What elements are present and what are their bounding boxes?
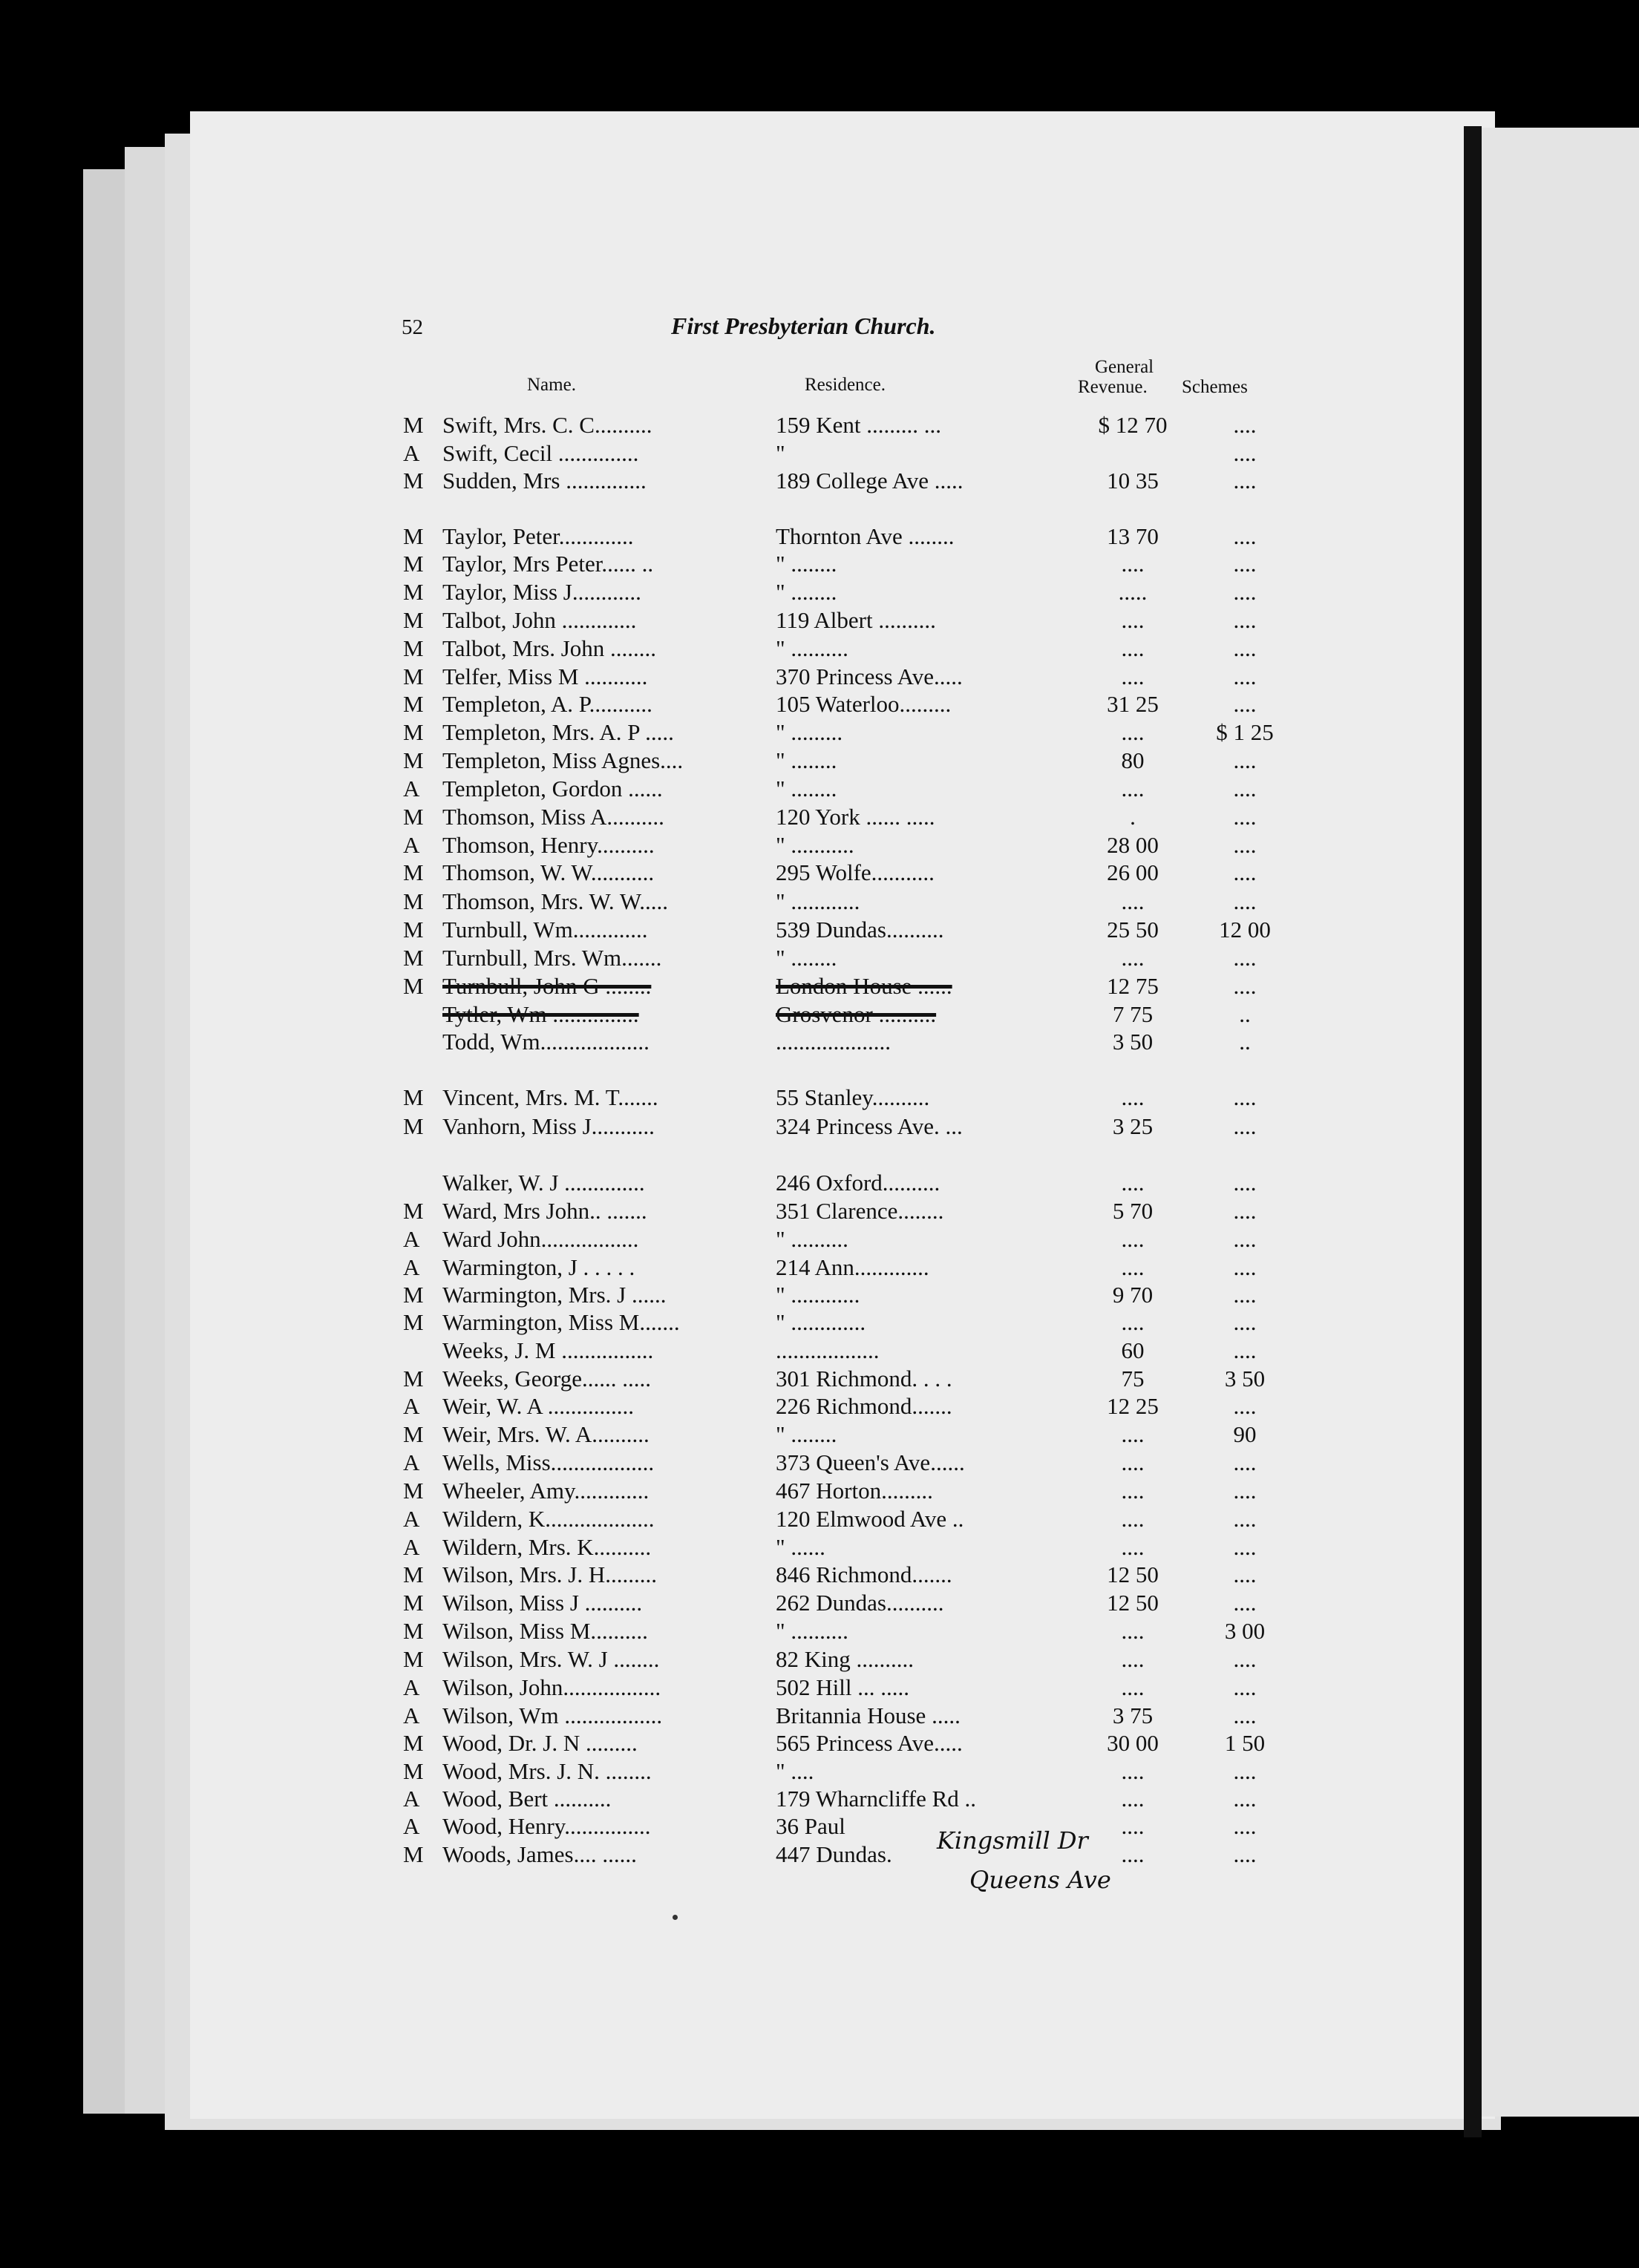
schemes-amount: .... xyxy=(1233,1393,1257,1419)
table-row xyxy=(0,1590,1639,1618)
residence: " ........ xyxy=(776,945,837,971)
table-row xyxy=(0,1534,1639,1562)
page-title: First Presbyterian Church. xyxy=(671,312,936,339)
membership-type: M xyxy=(403,663,424,689)
residence: Britannia House ..... xyxy=(776,1702,961,1728)
schemes-amount: .... xyxy=(1233,832,1257,858)
general-revenue: .... xyxy=(1121,1646,1145,1672)
residence: " .... xyxy=(776,1758,814,1784)
table-row xyxy=(0,1366,1639,1394)
general-revenue: 9 70 xyxy=(1112,1282,1154,1308)
residence: 159 Kent ......... ... xyxy=(776,412,942,438)
schemes-amount: .... xyxy=(1233,1646,1257,1672)
schemes-amount: .... xyxy=(1233,973,1257,999)
membership-type: M xyxy=(403,719,424,745)
general-revenue: .... xyxy=(1121,1813,1145,1839)
table-row xyxy=(0,635,1639,663)
table-row xyxy=(0,1758,1639,1786)
table-row xyxy=(0,1282,1639,1310)
table-row xyxy=(0,747,1639,776)
membership-type: M xyxy=(403,1198,424,1224)
membership-type: M xyxy=(403,551,424,577)
table-row xyxy=(0,1029,1639,1057)
general-revenue: 26 00 xyxy=(1107,859,1159,885)
table-row xyxy=(0,691,1639,719)
schemes-amount: .... xyxy=(1233,523,1257,549)
general-revenue: .... xyxy=(1121,551,1145,577)
general-revenue: 12 25 xyxy=(1107,1393,1159,1419)
schemes-amount: .... xyxy=(1233,945,1257,971)
residence: " ......... xyxy=(776,719,843,745)
column-header-general-top: General xyxy=(1095,357,1154,377)
member-name: Talbot, John ............. xyxy=(442,607,637,633)
schemes-amount: .... xyxy=(1233,1758,1257,1784)
member-name: Wood, Henry............... xyxy=(442,1813,651,1839)
residence: 373 Queen's Ave...... xyxy=(776,1449,965,1475)
table-row xyxy=(0,1561,1639,1590)
residence: " ............ xyxy=(776,1282,860,1308)
schemes-amount: .... xyxy=(1233,1590,1257,1616)
residence: 120 York ...... ..... xyxy=(776,804,935,830)
member-name: Weir, W. A ............... xyxy=(442,1393,635,1419)
member-name: Wilson, Mrs. J. H......... xyxy=(442,1561,657,1587)
residence: " xyxy=(776,440,785,466)
general-revenue: .... xyxy=(1121,1674,1145,1700)
column-header-name: Name. xyxy=(527,375,576,395)
schemes-amount: .... xyxy=(1233,579,1257,605)
table-row xyxy=(0,1506,1639,1534)
table-row xyxy=(0,440,1639,468)
member-name: Thomson, Henry.......... xyxy=(442,832,655,858)
member-name: Sudden, Mrs .............. xyxy=(442,468,647,494)
residence: 351 Clarence........ xyxy=(776,1198,944,1224)
membership-type: M xyxy=(403,635,424,661)
membership-type: M xyxy=(403,888,424,914)
schemes-amount: .... xyxy=(1233,551,1257,577)
residence: " ........ xyxy=(776,551,837,577)
member-name: Vanhorn, Miss J........... xyxy=(442,1113,655,1139)
general-revenue: .... xyxy=(1121,1421,1145,1447)
general-revenue: 80 xyxy=(1121,747,1145,773)
table-row xyxy=(0,1254,1639,1282)
schemes-amount: .... xyxy=(1233,1478,1257,1504)
column-header-schemes: Schemes xyxy=(1182,377,1248,397)
table-row xyxy=(0,1226,1639,1254)
table-row xyxy=(0,1198,1639,1226)
membership-type: M xyxy=(403,523,424,549)
general-revenue: 13 70 xyxy=(1107,523,1159,549)
member-name: Taylor, Mrs Peter...... .. xyxy=(442,551,654,577)
table-row xyxy=(0,551,1639,579)
member-name: Weeks, George...... ..... xyxy=(442,1366,652,1392)
table-row xyxy=(0,1449,1639,1478)
residence: 467 Horton......... xyxy=(776,1478,933,1504)
membership-type: A xyxy=(403,440,420,466)
schemes-amount: .... xyxy=(1233,776,1257,802)
handwritten-note: Queens Ave xyxy=(969,1866,1111,1894)
general-revenue: 12 75 xyxy=(1107,973,1159,999)
membership-type: M xyxy=(403,607,424,633)
table-row xyxy=(0,1084,1639,1112)
membership-type: M xyxy=(403,1113,424,1139)
schemes-amount: .... xyxy=(1233,1198,1257,1224)
residence: 301 Richmond. . . . xyxy=(776,1366,952,1392)
residence: .................. xyxy=(776,1337,880,1363)
table-row xyxy=(0,1646,1639,1674)
member-name: Talbot, Mrs. John ........ xyxy=(442,635,657,661)
member-name: Taylor, Peter............. xyxy=(442,523,634,549)
schemes-amount: .... xyxy=(1233,1309,1257,1335)
residence: 539 Dundas.......... xyxy=(776,917,944,943)
table-row xyxy=(0,945,1639,973)
membership-type: M xyxy=(403,1421,424,1447)
general-revenue: .... xyxy=(1121,1226,1145,1252)
membership-type: M xyxy=(403,1841,424,1867)
membership-type: M xyxy=(403,945,424,971)
table-row xyxy=(0,917,1639,945)
residence: " ............ xyxy=(776,888,860,914)
general-revenue: .... xyxy=(1121,1170,1145,1196)
membership-type: M xyxy=(403,1618,424,1644)
member-name: Telfer, Miss M ........... xyxy=(442,663,648,689)
residence: 105 Waterloo......... xyxy=(776,691,952,717)
table-row xyxy=(0,832,1639,860)
member-name: Wildern, Mrs. K.......... xyxy=(442,1534,652,1560)
table-row xyxy=(0,1702,1639,1731)
table-row xyxy=(0,607,1639,635)
residence: Grosvenor .......... xyxy=(776,1001,937,1027)
general-revenue: .... xyxy=(1121,1534,1145,1560)
table-row xyxy=(0,412,1639,440)
membership-type: M xyxy=(403,1366,424,1392)
membership-type: M xyxy=(403,691,424,717)
general-revenue: 3 50 xyxy=(1112,1029,1154,1055)
member-name: Walker, W. J .............. xyxy=(442,1170,645,1196)
table-row xyxy=(0,1113,1639,1141)
membership-type: A xyxy=(403,832,420,858)
membership-type: A xyxy=(403,1449,420,1475)
schemes-amount: .... xyxy=(1233,1506,1257,1532)
member-name: Thomson, Mrs. W. W..... xyxy=(442,888,669,914)
member-name: Wilson, John................. xyxy=(442,1674,661,1700)
general-revenue: $ 12 70 xyxy=(1098,412,1168,438)
general-revenue: .... xyxy=(1121,663,1145,689)
schemes-amount: .... xyxy=(1233,804,1257,830)
membership-type: M xyxy=(403,1282,424,1308)
member-name: Turnbull, Wm............. xyxy=(442,917,648,943)
membership-type: M xyxy=(403,1309,424,1335)
member-name: Todd, Wm................... xyxy=(442,1029,650,1055)
residence: 179 Wharncliffe Rd .. xyxy=(776,1786,977,1812)
general-revenue: .... xyxy=(1121,776,1145,802)
residence: 226 Richmond....... xyxy=(776,1393,952,1419)
column-header-residence: Residence. xyxy=(805,375,886,395)
residence: 119 Albert .......... xyxy=(776,607,936,633)
member-name: Wood, Dr. J. N ......... xyxy=(442,1730,638,1756)
table-row xyxy=(0,804,1639,832)
general-revenue: .... xyxy=(1121,888,1145,914)
general-revenue: 7 75 xyxy=(1112,1001,1154,1027)
schemes-amount: .... xyxy=(1233,888,1257,914)
general-revenue: . xyxy=(1130,804,1136,830)
schemes-amount: 3 00 xyxy=(1224,1618,1266,1644)
table-row xyxy=(0,1841,1639,1869)
table-row xyxy=(0,888,1639,917)
table-row xyxy=(0,1337,1639,1366)
table-row xyxy=(0,1674,1639,1702)
general-revenue: 3 25 xyxy=(1112,1113,1154,1139)
member-name: Templeton, Gordon ...... xyxy=(442,776,663,802)
member-name: Wood, Mrs. J. N. ........ xyxy=(442,1758,652,1784)
membership-type: A xyxy=(403,1813,420,1839)
general-revenue: .... xyxy=(1121,1618,1145,1644)
residence: " ........ xyxy=(776,579,837,605)
general-revenue: 75 xyxy=(1121,1366,1145,1392)
membership-type: M xyxy=(403,1561,424,1587)
membership-type: A xyxy=(403,1226,420,1252)
member-name: Templeton, Mrs. A. P ..... xyxy=(442,719,674,745)
table-row xyxy=(0,1309,1639,1337)
membership-type: A xyxy=(403,1506,420,1532)
general-revenue: ..... xyxy=(1118,579,1148,605)
schemes-amount: 3 50 xyxy=(1224,1366,1266,1392)
membership-type: A xyxy=(403,1674,420,1700)
member-name: Templeton, A. P........... xyxy=(442,691,652,717)
table-row xyxy=(0,859,1639,888)
general-revenue: 25 50 xyxy=(1107,917,1159,943)
general-revenue: .... xyxy=(1121,945,1145,971)
residence: 370 Princess Ave..... xyxy=(776,663,963,689)
schemes-amount: .... xyxy=(1233,1813,1257,1839)
column-header-general-bottom: Revenue. xyxy=(1078,377,1148,397)
membership-type: M xyxy=(403,747,424,773)
ink-spot xyxy=(673,1915,678,1920)
residence: 324 Princess Ave. ... xyxy=(776,1113,963,1139)
member-name: Vincent, Mrs. M. T....... xyxy=(442,1084,658,1110)
membership-type: M xyxy=(403,917,424,943)
general-revenue: .... xyxy=(1121,1084,1145,1110)
page-number: 52 xyxy=(402,315,423,339)
member-name: Warmington, Miss M....... xyxy=(442,1309,680,1335)
residence: 55 Stanley.......... xyxy=(776,1084,930,1110)
schemes-amount: .... xyxy=(1233,1786,1257,1812)
membership-type: M xyxy=(403,412,424,438)
member-name: Wildern, K................... xyxy=(442,1506,655,1532)
member-name: Wood, Bert .......... xyxy=(442,1786,612,1812)
schemes-amount: .... xyxy=(1233,1084,1257,1110)
membership-type: A xyxy=(403,1702,420,1728)
schemes-amount: .... xyxy=(1233,1337,1257,1363)
general-revenue: .... xyxy=(1121,635,1145,661)
table-row xyxy=(0,1478,1639,1506)
schemes-amount: .... xyxy=(1233,1226,1257,1252)
general-revenue: .... xyxy=(1121,1309,1145,1335)
table-row xyxy=(0,776,1639,804)
residence: 120 Elmwood Ave .. xyxy=(776,1506,964,1532)
member-name: Ward, Mrs John.. ....... xyxy=(442,1198,647,1224)
residence: 565 Princess Ave..... xyxy=(776,1730,963,1756)
residence: 82 King .......... xyxy=(776,1646,914,1672)
table-row xyxy=(0,663,1639,692)
residence: " ...... xyxy=(776,1534,825,1560)
membership-type: M xyxy=(403,1758,424,1784)
membership-type: M xyxy=(403,1646,424,1672)
schemes-amount: .... xyxy=(1233,859,1257,885)
residence: 36 Paul xyxy=(776,1813,845,1839)
table-row xyxy=(0,1421,1639,1449)
schemes-amount: $ 1 25 xyxy=(1216,719,1274,745)
table-row xyxy=(0,1170,1639,1198)
membership-type: M xyxy=(403,1478,424,1504)
member-name: Turnbull, Mrs. Wm....... xyxy=(442,945,662,971)
schemes-amount: .... xyxy=(1233,607,1257,633)
residence: Thornton Ave ........ xyxy=(776,523,955,549)
residence: " ........ xyxy=(776,747,837,773)
schemes-amount: .... xyxy=(1233,1534,1257,1560)
member-name: Weir, Mrs. W. A.......... xyxy=(442,1421,650,1447)
residence: 502 Hill ... ..... xyxy=(776,1674,909,1700)
table-row xyxy=(0,1813,1639,1841)
residence: 246 Oxford.......... xyxy=(776,1170,940,1196)
residence: .................... xyxy=(776,1029,891,1055)
member-name: Warmington, Mrs. J ...... xyxy=(442,1282,667,1308)
membership-type: M xyxy=(403,859,424,885)
residence: " .......... xyxy=(776,1226,848,1252)
membership-type: A xyxy=(403,1254,420,1280)
table-row xyxy=(0,1730,1639,1758)
member-name: Wells, Miss.................. xyxy=(442,1449,655,1475)
table-row xyxy=(0,579,1639,607)
residence: 262 Dundas.......... xyxy=(776,1590,944,1616)
member-name: Wilson, Miss J .......... xyxy=(442,1590,643,1616)
schemes-amount: .... xyxy=(1233,440,1257,466)
schemes-amount: .. xyxy=(1239,1029,1251,1055)
schemes-amount: 12 00 xyxy=(1219,917,1271,943)
general-revenue: .... xyxy=(1121,1478,1145,1504)
member-name: Woods, James.... ...... xyxy=(442,1841,637,1867)
schemes-amount: .... xyxy=(1233,1561,1257,1587)
schemes-amount: .... xyxy=(1233,691,1257,717)
member-name: Swift, Mrs. C. C.......... xyxy=(442,412,652,438)
table-row xyxy=(0,468,1639,496)
membership-type: M xyxy=(403,804,424,830)
schemes-amount: .... xyxy=(1233,663,1257,689)
membership-type: A xyxy=(403,1534,420,1560)
member-name: Wilson, Mrs. W. J ........ xyxy=(442,1646,660,1672)
residence: " .......... xyxy=(776,635,848,661)
membership-type: M xyxy=(403,1590,424,1616)
residence: " ........ xyxy=(776,776,837,802)
general-revenue: .... xyxy=(1121,719,1145,745)
residence: 295 Wolfe........... xyxy=(776,859,935,885)
schemes-amount: .... xyxy=(1233,1841,1257,1867)
schemes-amount: .. xyxy=(1239,1001,1251,1027)
residence: " .......... xyxy=(776,1618,848,1644)
membership-type: M xyxy=(403,973,424,999)
residence: " ........... xyxy=(776,832,854,858)
schemes-amount: .... xyxy=(1233,747,1257,773)
general-revenue: 60 xyxy=(1121,1337,1145,1363)
member-name: Warmington, J . . . . . xyxy=(442,1254,635,1280)
member-name: Templeton, Miss Agnes.... xyxy=(442,747,684,773)
general-revenue: 31 25 xyxy=(1107,691,1159,717)
table-row xyxy=(0,523,1639,551)
table-row xyxy=(0,973,1639,1001)
schemes-amount: .... xyxy=(1233,468,1257,494)
membership-type: A xyxy=(403,1786,420,1812)
member-name: Thomson, W. W........... xyxy=(442,859,655,885)
schemes-amount: .... xyxy=(1233,1113,1257,1139)
general-revenue: 5 70 xyxy=(1112,1198,1154,1224)
member-name: Wheeler, Amy............. xyxy=(442,1478,650,1504)
general-revenue: .... xyxy=(1121,1449,1145,1475)
member-name: Weeks, J. M ................ xyxy=(442,1337,654,1363)
residence: 214 Ann............. xyxy=(776,1254,929,1280)
general-revenue: 12 50 xyxy=(1107,1561,1159,1587)
schemes-amount: 90 xyxy=(1233,1421,1257,1447)
general-revenue: .... xyxy=(1121,1786,1145,1812)
table-row xyxy=(0,1618,1639,1646)
membership-type: M xyxy=(403,1730,424,1756)
membership-type: A xyxy=(403,776,420,802)
general-revenue: 30 00 xyxy=(1107,1730,1159,1756)
residence: " ........ xyxy=(776,1421,837,1447)
member-name: Wilson, Wm ................. xyxy=(442,1702,663,1728)
member-name: Wilson, Miss M.......... xyxy=(442,1618,648,1644)
schemes-amount: .... xyxy=(1233,1170,1257,1196)
schemes-amount: .... xyxy=(1233,1702,1257,1728)
general-revenue: .... xyxy=(1121,1758,1145,1784)
schemes-amount: .... xyxy=(1233,1254,1257,1280)
membership-type: M xyxy=(403,1084,424,1110)
membership-type: A xyxy=(403,1393,420,1419)
schemes-amount: .... xyxy=(1233,412,1257,438)
member-name: Thomson, Miss A.......... xyxy=(442,804,664,830)
general-revenue: .... xyxy=(1121,607,1145,633)
residence: 846 Richmond....... xyxy=(776,1561,952,1587)
general-revenue: 28 00 xyxy=(1107,832,1159,858)
table-row xyxy=(0,719,1639,747)
schemes-amount: .... xyxy=(1233,635,1257,661)
schemes-amount: .... xyxy=(1233,1674,1257,1700)
schemes-amount: .... xyxy=(1233,1282,1257,1308)
schemes-amount: 1 50 xyxy=(1224,1730,1266,1756)
membership-type: M xyxy=(403,579,424,605)
member-name: Swift, Cecil .............. xyxy=(442,440,639,466)
membership-type: M xyxy=(403,468,424,494)
table-row xyxy=(0,1393,1639,1421)
schemes-amount: .... xyxy=(1233,1449,1257,1475)
table-row xyxy=(0,1001,1639,1029)
general-revenue: 3 75 xyxy=(1112,1702,1154,1728)
general-revenue: .... xyxy=(1121,1506,1145,1532)
member-name: Tytler, Wm ............... xyxy=(442,1001,639,1027)
residence: " ............. xyxy=(776,1309,866,1335)
member-name: Turnbull, John G ........ xyxy=(442,973,652,999)
residence: London House ...... xyxy=(776,973,952,999)
table-row xyxy=(0,1786,1639,1814)
member-name: Taylor, Miss J............ xyxy=(442,579,641,605)
general-revenue: 10 35 xyxy=(1107,468,1159,494)
member-name: Ward John................. xyxy=(442,1226,639,1252)
general-revenue: .... xyxy=(1121,1254,1145,1280)
residence: 189 College Ave ..... xyxy=(776,468,964,494)
general-revenue: .... xyxy=(1121,1841,1145,1867)
handwritten-note: Kingsmill Dr xyxy=(937,1826,1088,1855)
residence: 447 Dundas. xyxy=(776,1841,892,1867)
general-revenue: 12 50 xyxy=(1107,1590,1159,1616)
